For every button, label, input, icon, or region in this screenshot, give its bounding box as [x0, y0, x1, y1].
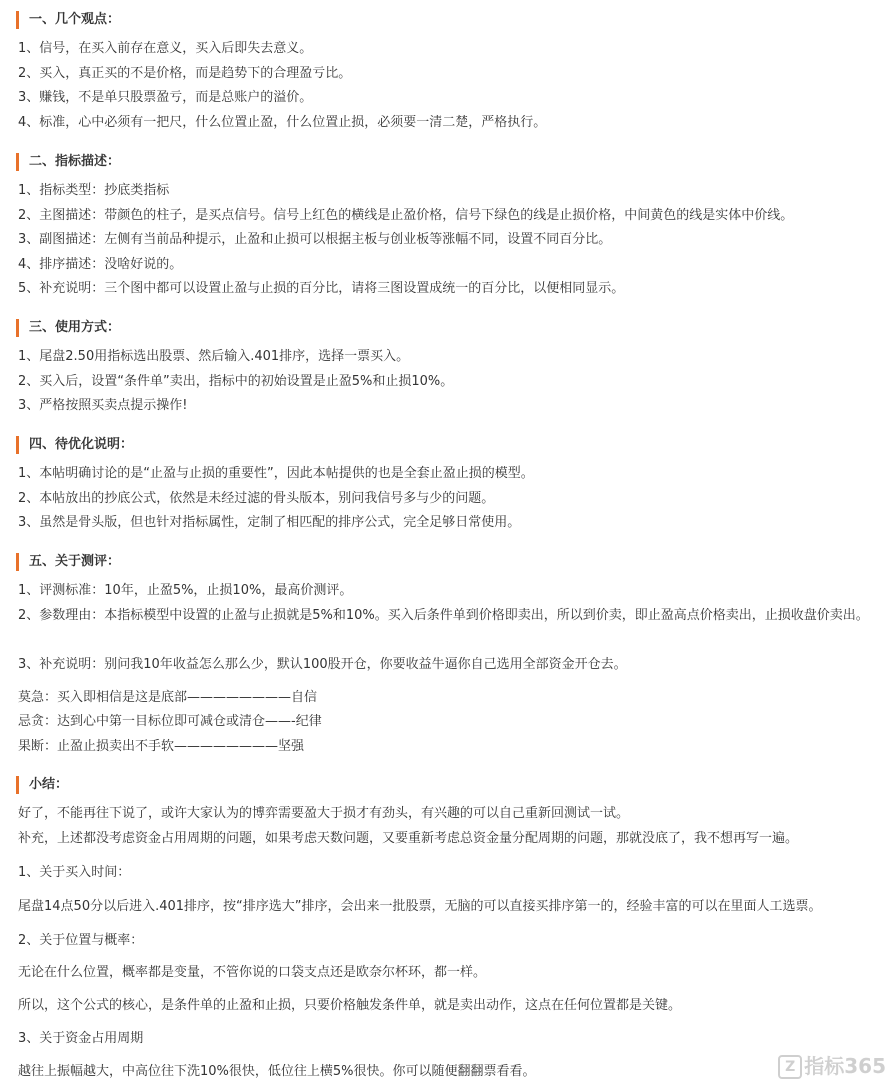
viewpoint-item: 3、赚钱，不是单只股票盈亏，而是总账户的溢价。	[18, 90, 313, 105]
watermark-text: 指标365	[804, 1053, 886, 1078]
evaluation-item: 1、评测标准：10年，止盈5%，止损10%，最高价测评。	[18, 583, 353, 598]
summary-subheading: 1、关于买入时间：	[18, 865, 131, 880]
description-item: 5、补充说明：三个图中都可以设置止盈与止损的百分比，请将三图设置成统一的百分比，以便相同显示。	[18, 281, 625, 296]
viewpoint-item: 1、信号，在买入前存在意义，买入后即失去意义。	[18, 41, 313, 56]
motto-line: 忌贪：达到心中第一目标位即可减仓或清仓——-纪律	[18, 714, 322, 729]
section-title-summary: 小结：	[16, 776, 68, 794]
description-item: 3、副图描述：左侧有当前品种提示，止盈和止损可以根据主板与创业板等涨幅不同，设置不同百分比。	[18, 232, 612, 247]
summary-paragraph: 越往上振幅越大，中高位往下洗10%很快，低位往上横5%很快。你可以随便翻翻票看看。	[18, 1064, 536, 1079]
section-title-viewpoints: 一、几个观点：	[16, 11, 120, 29]
description-item: 4、排序描述：没啥好说的。	[18, 257, 183, 272]
evaluation-item: 3、补充说明：别问我10年收益怎么那么少，默认100股开仓，你要收益牛逼你自己选用全部资金开仓去。	[18, 657, 627, 672]
description-item: 1、指标类型：抄底类指标	[18, 183, 170, 198]
summary-subheading: 3、关于资金占用周期	[18, 1031, 144, 1046]
section-title-evaluation: 五、关于测评：	[16, 553, 120, 571]
viewpoint-item: 2、买入，真正买的不是价格，而是趋势下的合理盈亏比。	[18, 66, 352, 81]
usage-item: 3、严格按照买卖点提示操作!	[18, 398, 188, 413]
viewpoint-item: 4、标准，心中必须有一把尺，什么位置止盈，什么位置止损，必须要一清二楚，严格执行。	[18, 115, 547, 130]
site-watermark	[778, 1050, 886, 1080]
section-title-indicator-description: 二、指标描述：	[16, 153, 120, 171]
optimization-item: 3、虽然是骨头版，但也针对指标属性，定制了相匹配的排序公式，完全足够日常使用。	[18, 515, 521, 530]
section-title-optimization: 四、待优化说明：	[16, 436, 133, 454]
summary-paragraph: 补充，上述都没考虑资金占用周期的问题，如果考虑天数问题，又要重新考虑总资金量分配周期的问题，那就没底了，我不想再写一遍。	[18, 831, 799, 846]
optimization-item: 1、本帖明确讨论的是“止盈与止损的重要性”，因此本帖提供的也是全套止盈止损的模型。	[18, 466, 534, 481]
motto-line: 莫急：买入即相信是这是底部————————自信	[18, 690, 318, 705]
evaluation-item: 2、参数理由：本指标模型中设置的止盈与止损就是5%和10%。买入后条件单到价格即卖出，所以到价卖，即止盈高点价格卖出，止损收盘价卖出。	[18, 608, 869, 623]
optimization-item: 2、本帖放出的抄底公式，依然是未经过滤的骨头版本，别问我信号多与少的问题。	[18, 491, 495, 506]
summary-paragraph: 尾盘14点50分以后进入.401排序，按“排序选大”排序，会出来一批股票，无脑的可以直接买排序第一的，经验丰富的可以在里面人工选票。	[18, 899, 822, 914]
summary-paragraph: 所以，这个公式的核心，是条件单的止盈和止损，只要价格触发条件单，就是卖出动作，这点在任何位置都是关键。	[18, 998, 682, 1013]
summary-paragraph: 好了，不能再往下说了，或许大家认为的博弈需要盈大于损才有劲头，有兴趣的可以自己重新回测试一试。	[18, 806, 630, 821]
description-item: 2、主图描述：带颜色的柱子，是买点信号。信号上红色的横线是止盈价格，信号下绿色的线是止损价格，中间黄色的线是实体中价线。	[18, 208, 794, 223]
section-title-usage: 三、使用方式：	[16, 319, 120, 337]
summary-paragraph: 无论在什么位置，概率都是变量，不管你说的口袋支点还是欧奈尔杯环，都一样。	[18, 965, 487, 980]
usage-item: 2、买入后，设置“条件单”卖出，指标中的初始设置是止盈5%和止损10%。	[18, 374, 454, 389]
summary-subheading: 2、关于位置与概率：	[18, 933, 144, 948]
logo-icon: Z	[778, 1055, 802, 1079]
usage-item: 1、尾盘2.50用指标选出股票、然后输入.401排序，选择一票买入。	[18, 349, 410, 364]
motto-line: 果断：止盈止损卖出不手软————————坚强	[18, 739, 305, 754]
